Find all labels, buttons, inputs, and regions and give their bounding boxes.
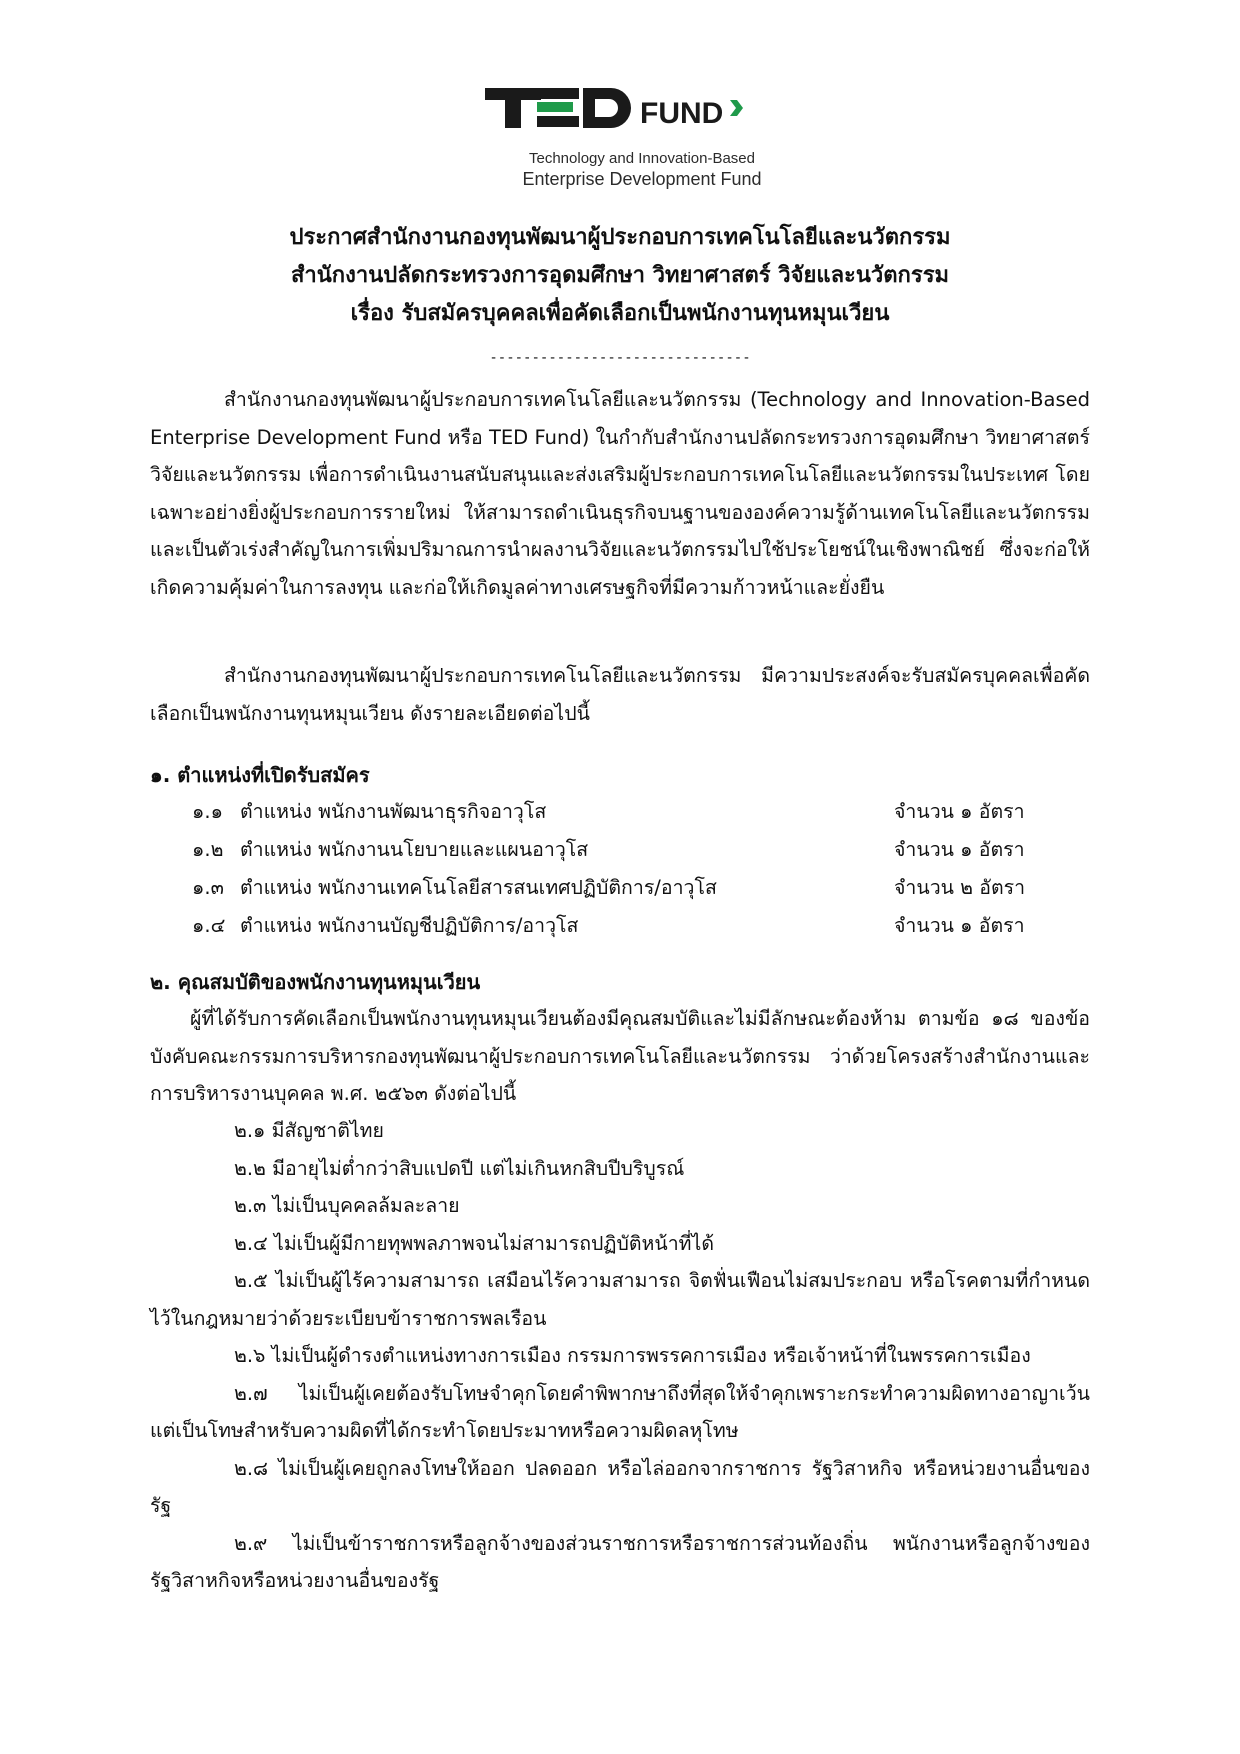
position-count: จำนวน ๑ อัตรา	[894, 800, 1025, 823]
qualification-item	[150, 1450, 1090, 1525]
position-row	[150, 869, 1090, 907]
announcement-heading	[150, 219, 1090, 333]
qualifications-list	[150, 1112, 1090, 1600]
qualification-number: ๒.๖	[234, 1344, 266, 1367]
qualification-number: ๒.๑	[234, 1119, 266, 1142]
position-number: ๑.๔	[192, 914, 226, 937]
positions-list	[150, 793, 1090, 945]
position-title: ตำแหน่ง พนักงานบัญชีปฏิบัติการ/อาวุโส	[240, 914, 579, 937]
qualification-text: มีอายุไม่ต่ำกว่าสิบแปดปี แต่ไม่เกินหกสิบปีบริบูรณ์	[272, 1156, 685, 1180]
intro-paragraph-2-text: สำนักงานกองทุนพัฒนาผู้ประกอบการเทคโนโลยีและนวัตกรรม มีความประสงค์จะรับสมัครบุคคลเพื่อคัดเลือกเป็นพนักงานทุนหมุนเวียน ดังรายละเอียดต่อไปนี้	[150, 664, 1090, 725]
qualification-number: ๒.๓	[234, 1194, 267, 1217]
qualification-text: ไม่เป็นผู้ดำรงตำแหน่งทางการเมือง กรรมการพรรคการเมือง หรือเจ้าหน้าที่ในพรรคการเมือง	[271, 1344, 1031, 1367]
logo-fund-text: FUND	[640, 97, 724, 130]
position-count: จำนวน ๑ อัตรา	[894, 914, 1025, 937]
position-count: จำนวน ๑ อัตรา	[894, 838, 1025, 861]
logo-subtitle-line2: Enterprise Development Fund	[522, 169, 762, 189]
qualification-item	[150, 1187, 1090, 1225]
qualifications-intro	[150, 1000, 1090, 1113]
section2-title: ๒. คุณสมบัติของพนักงานทุนหมุนเวียน	[150, 970, 481, 994]
ted-fund-logo	[485, 80, 785, 200]
intro-paragraph-1	[150, 381, 1090, 606]
qualification-text: ไม่เป็นข้าราชการหรือลูกจ้างของส่วนราชการหรือราชการส่วนท้องถิ่น พนักงานหรือลูกจ้างของรัฐวิสาหกิจหรือหน่วยงานอื่นของรัฐ	[150, 1531, 1090, 1592]
heading-separator: -------------------------------	[489, 350, 751, 366]
qualification-text: มีสัญชาติไทย	[271, 1119, 384, 1142]
qualification-item	[150, 1337, 1090, 1375]
position-number: ๑.๑	[192, 800, 223, 823]
qualification-text: ไม่เป็นบุคคลล้มละลาย	[272, 1194, 460, 1217]
qualification-number: ๒.๙	[234, 1531, 268, 1555]
qualification-number: ๒.๔	[234, 1231, 268, 1255]
qualification-text: ไม่เป็นผู้เคยต้องรับโทษจำคุกโดยคำพิพากษาถึงที่สุดให้จำคุกเพราะกระทำความผิดทางอาญาเว้นแต่เป็นโทษสำหรับความผิดที่ได้กระทำโดยประมาทหรือความผิดลหุโทษ	[150, 1381, 1090, 1442]
qualification-text: ไม่เป็นผู้เคยถูกลงโทษให้ออก ปลดออก หรือไล่ออกจากราชการ รัฐวิสาหกิจ หรือหน่วยงานอื่นของรัฐ	[150, 1456, 1091, 1517]
position-row	[150, 831, 1090, 869]
position-number: ๑.๓	[192, 876, 224, 899]
position-row	[150, 793, 1090, 831]
qualification-item	[150, 1112, 1090, 1150]
qualification-item	[150, 1262, 1090, 1337]
position-number: ๑.๒	[192, 838, 224, 861]
intro-paragraph-1-text: สำนักงานกองทุนพัฒนาผู้ประกอบการเทคโนโลยีและนวัตกรรม (Technology and Innovation-Based Enterprise Development Fund หรือ TED Fund) ในกำกับสำนักงานปลัดกระทรวงการอุดมศึกษา วิทยาศาสตร์ วิจัยและนวัตกรรม เพื่อการดำเนินงานสนับสนุนและส่งเสริมผู้ประกอบการเทคโนโลยีและนวัตกรรมในประเทศ โดยเฉพาะอย่างยิ่งผู้ประกอบการรายใหม่ ให้สามารถดำเนินธุรกิจบนฐานขององค์ความรู้ด้านเทคโนโลยีและนวัตกรรม และเป็นตัวเร่งสำคัญในการเพิ่มปริมาณการนำผลงานวิจัยและนวัตกรรมไปใช้ประโยชน์ในเชิงพาณิชย์ ซึ่งจะก่อให้เกิดความคุ้มค่าในการลงทุน และก่อให้เกิดมูลค่าทางเศรษฐกิจที่มีความก้าวหน้าและยั่งยืน	[150, 388, 1090, 599]
qualification-number: ๒.๗	[234, 1381, 268, 1405]
qualification-number: ๒.๕	[234, 1269, 268, 1292]
qualification-item	[150, 1150, 1090, 1188]
heading-line2: สำนักงานปลัดกระทรวงการอุดมศึกษา วิทยาศาสตร์ วิจัยและนวัตกรรม	[290, 263, 950, 288]
qualification-number: ๒.๘	[234, 1456, 269, 1480]
ted-fund-logo-mark	[485, 80, 785, 150]
heading-line1: ประกาศสำนักงานกองทุนพัฒนาผู้ประกอบการเทคโนโลยีและนวัตกรรม	[289, 225, 951, 250]
heading-line3: เรื่อง รับสมัครบุคคลเพื่อคัดเลือกเป็นพนักงานทุนหมุนเวียน	[350, 301, 890, 326]
qualification-item	[150, 1525, 1090, 1600]
position-row	[150, 907, 1090, 945]
qualification-text: ไม่เป็นผู้ไร้ความสามารถ เสมือนไร้ความสามารถ จิตฟั่นเฟือนไม่สมประกอบ หรือโรคตามที่กำหนดไว้ในกฎหมายว่าด้วยระเบียบข้าราชการพลเรือน	[150, 1269, 1090, 1330]
qualification-text: ไม่เป็นผู้มีกายทุพพลภาพจนไม่สามารถปฏิบัติหน้าที่ได้	[274, 1231, 715, 1255]
position-title: ตำแหน่ง พนักงานนโยบายและแผนอาวุโส	[240, 838, 589, 861]
position-title: ตำแหน่ง พนักงานพัฒนาธุรกิจอาวุโส	[240, 800, 547, 823]
qualification-number: ๒.๒	[234, 1156, 266, 1180]
section1-title: ๑. ตำแหน่งที่เปิดรับสมัคร	[150, 763, 370, 787]
position-title: ตำแหน่ง พนักงานเทคโนโลยีสารสนเทศปฏิบัติการ/อาวุโส	[240, 876, 717, 899]
position-count: จำนวน ๒ อัตรา	[894, 876, 1026, 899]
qualifications-intro-text: ผู้ที่ได้รับการคัดเลือกเป็นพนักงานทุนหมุนเวียนต้องมีคุณสมบัติและไม่มีลักษณะต้องห้าม ตามข้อ ๑๘ ของข้อบังคับคณะกรรมการบริหารกองทุนพัฒนาผู้ประกอบการเทคโนโลยีและนวัตกรรม ว่าด้วยโครงสร้างสำนักงานและการบริหารงานบุคคล พ.ศ. ๒๕๖๓ ดังต่อไปนี้	[150, 1007, 1090, 1105]
qualification-item	[150, 1375, 1090, 1450]
qualification-item	[150, 1225, 1090, 1263]
intro-paragraph-2	[150, 657, 1090, 732]
logo-subtitle-line1: Technology and Innovation-Based	[529, 150, 755, 167]
